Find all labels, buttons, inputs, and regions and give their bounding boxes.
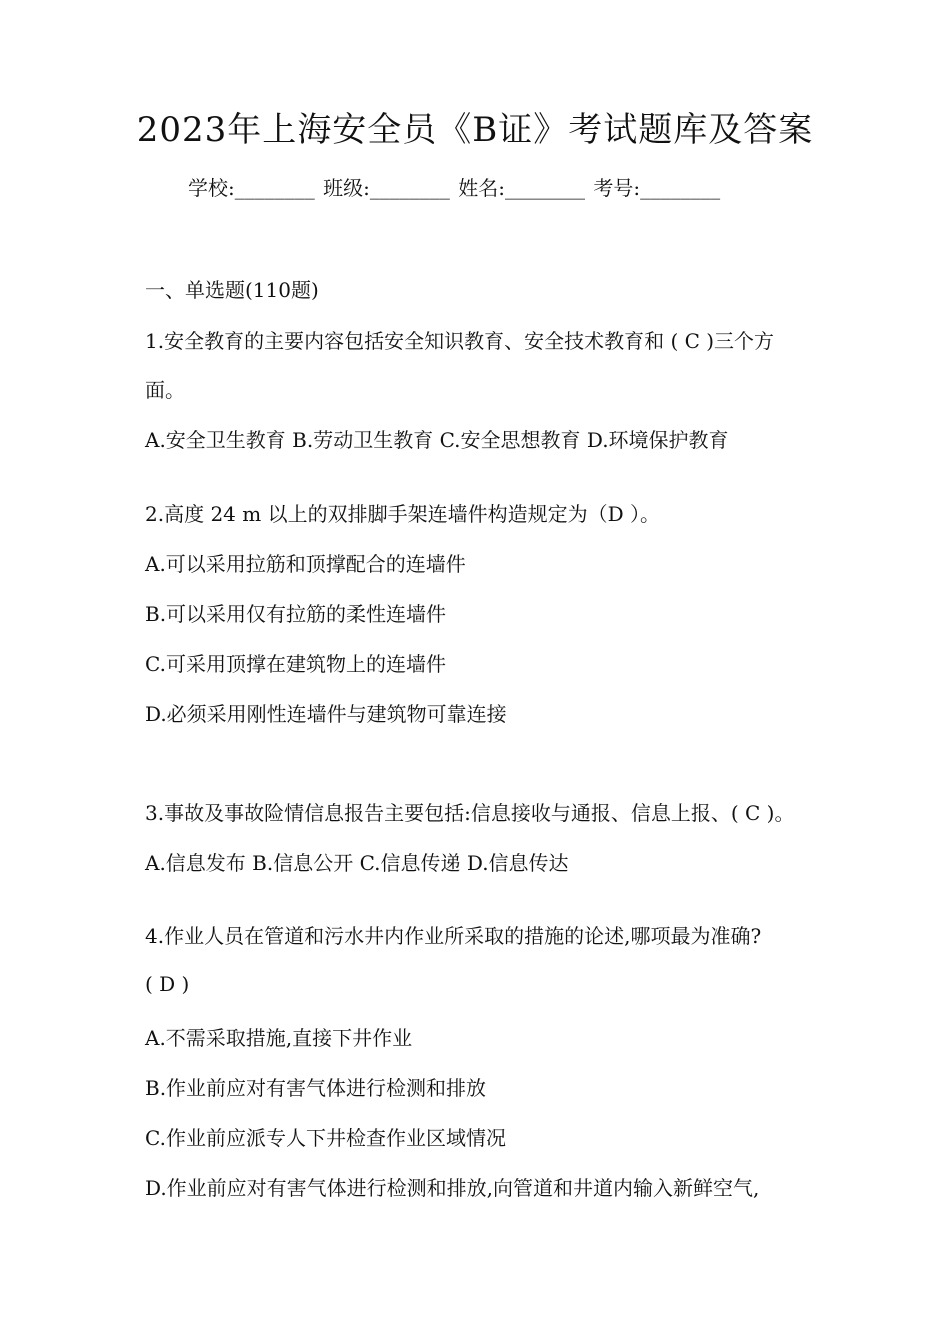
class-field: 班级:________ xyxy=(323,176,450,200)
question-1-stem: 1.安全教育的主要内容包括安全知识教育、安全技术教育和 ( C )三个方 xyxy=(145,329,775,353)
question-1-stem-continued: 面。 xyxy=(145,378,185,402)
school-field: 学校:________ xyxy=(188,176,315,200)
question-3-options: A.信息发布 B.信息公开 C.信息传递 D.信息传达 xyxy=(145,851,569,875)
question-4-option-b: B.作业前应对有害气体进行检测和排放 xyxy=(145,1076,487,1100)
question-2-stem: 2.高度 24 m 以上的双排脚手架连墙件构造规定为（D ）。 xyxy=(145,502,660,526)
question-4-option-d: D.作业前应对有害气体进行检测和排放,向管道和井道内输入新鲜空气, xyxy=(145,1176,760,1200)
question-3-stem: 3.事故及事故险情信息报告主要包括:信息接收与通报、信息上报、( C )。 xyxy=(145,801,795,825)
question-4-option-c: C.作业前应派专人下井检查作业区域情况 xyxy=(145,1126,506,1150)
question-2-option-b: B.可以采用仅有拉筋的柔性连墙件 xyxy=(145,602,447,626)
question-1-options: A.安全卫生教育 B.劳动卫生教育 C.安全思想教育 D.环境保护教育 xyxy=(145,428,729,452)
name-field: 姓名:________ xyxy=(458,176,585,200)
question-4-option-a: A.不需采取措施,直接下井作业 xyxy=(145,1026,413,1050)
exam-number-field: 考号:________ xyxy=(593,176,721,200)
question-2-option-c: C.可采用顶撑在建筑物上的连墙件 xyxy=(145,652,446,676)
question-2-option-d: D.必须采用刚性连墙件与建筑物可靠连接 xyxy=(145,702,507,726)
document-title: 2023年上海安全员《B证》考试题库及答案 xyxy=(136,110,814,150)
question-4-stem: 4.作业人员在管道和污水井内作业所采取的措施的论述,哪项最为准确? xyxy=(145,924,762,948)
question-2-option-a: A.可以采用拉筋和顶撑配合的连墙件 xyxy=(145,552,466,576)
section-heading: 一、单选题(110题) xyxy=(145,278,319,302)
question-4-stem-continued: ( D ) xyxy=(145,972,190,996)
student-info-line xyxy=(188,172,722,201)
